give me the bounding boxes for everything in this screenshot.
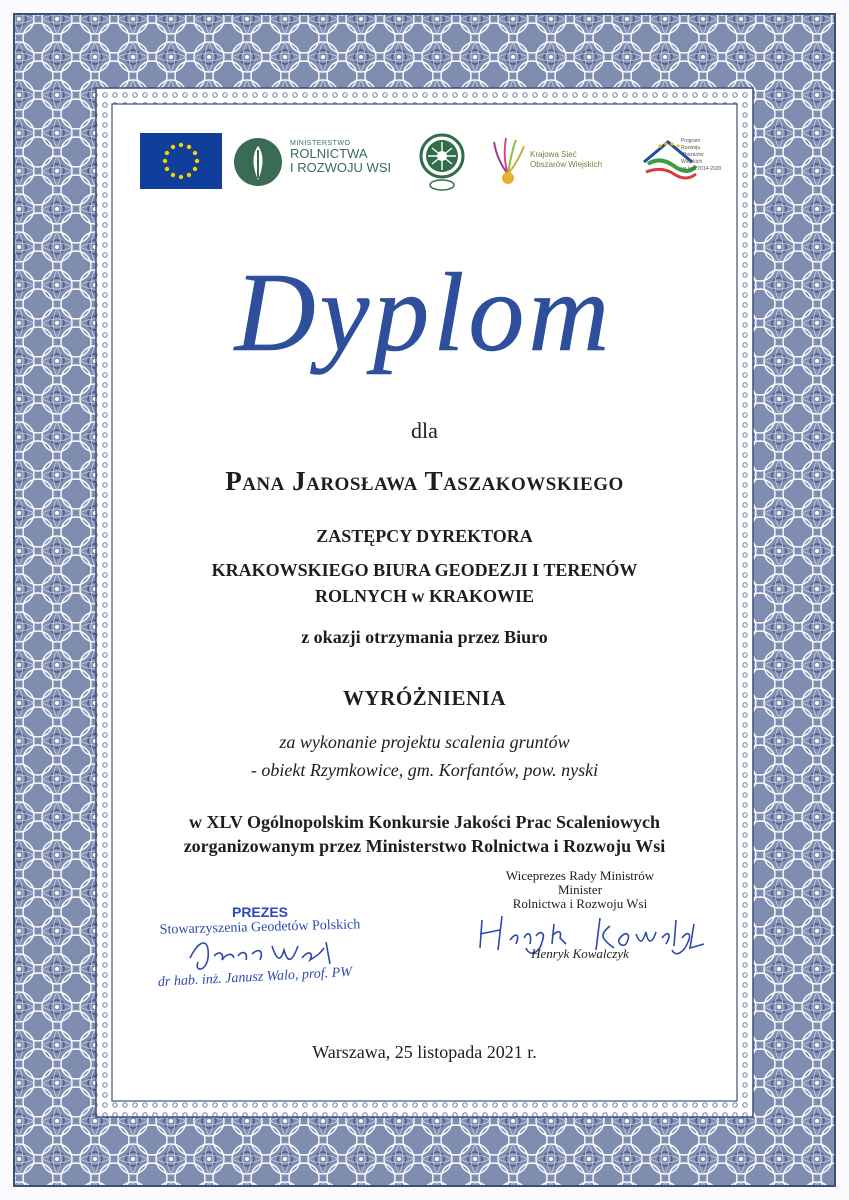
ksow-logo [486,134,530,188]
ministry-wheat-logo [232,136,284,188]
ministry-line2: I ROZWOJU WSI [290,160,392,175]
right-signatory-title-1: Wiceprezes Rady Ministrów [505,868,655,883]
place-and-date: Warszawa, 25 listopada 2021 r. [312,1042,537,1062]
prow-line3: Obszarów [681,152,704,158]
geodesy-emblem-logo [418,132,466,192]
right-signatory-title-2: Minister [557,882,603,897]
eu-flag-logo [140,133,222,189]
right-signatory-title-3: Rolnictwa i Rozwoju Wsi [512,896,648,911]
contest-line-1: w XLV Ogólnopolskim Konkursie Jakości Prac Scaleniowych [188,812,661,832]
prow-line2: Rozwoju [681,145,701,151]
award-reason-line-2: - obiekt Rzymkowice, gm. Korfantów, pow. nyski [250,760,599,780]
left-signatory-org: Stowarzyszenia Geodetów Polskich [159,917,361,938]
ksow-logo-text [530,150,630,170]
ksow-line1: Krajowa Sieć [530,150,577,159]
award-title: WYRÓŻNIENIA [342,686,507,710]
ministry-logo-text [290,140,410,175]
diploma-title [0,230,849,400]
left-signatory-name: dr hab. inż. Janusz Walo, prof. PW [157,964,353,991]
recipient-name: Pana Jarosława Taszakowskiego [225,466,624,496]
role-line-2: KRAKOWSKIEGO BIURA GEODEZJI I TERENÓW [211,560,638,580]
left-signatory-title: PREZES [231,904,288,920]
dla-label: dla [411,418,438,443]
ksow-line2: Obszarów Wiejskich [530,160,603,169]
prow-line4: Wiejskich [681,159,703,165]
ministry-line1: ROLNICTWA [290,146,368,161]
prow-years: na lata 2014-2020 [681,166,722,172]
award-reason-line-1: za wykonanie projektu scalenia gruntów [279,732,570,752]
contest-line-2: zorganizowanym przez Ministerstwo Rolnictwa i Rozwoju Wsi [183,836,666,856]
ministry-small-label: MINISTERSTWO [290,140,351,147]
diploma-title-text: Dyplom [234,251,614,375]
right-signatory-name: Henryk Kowalczyk [531,946,629,961]
role-line-1: ZASTĘPCY DYREKTORA [316,526,533,546]
role-line-3: ROLNYCH w KRAKOWIE [314,586,534,606]
prow-logo-text [681,138,741,173]
prow-line1: Program [681,138,701,144]
occasion-text: z okazji otrzymania przez Biuro [301,627,548,647]
